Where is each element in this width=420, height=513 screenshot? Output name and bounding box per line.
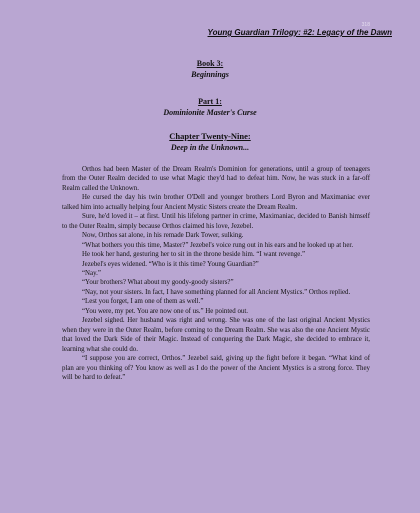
paragraph: Jezebel's eyes widened. “Who is it this time? Young Guardian?” xyxy=(82,260,259,268)
paragraph: Sure, he'd loved it – at first. Until his lifelong partner in crime, Maximaniac, decided to Banish himself to the Outer Realm, simply because Orthos claimed his love, Jezebel. xyxy=(62,213,370,230)
book-heading xyxy=(0,58,420,80)
book-label: Book 3: xyxy=(196,59,224,68)
paragraph: “I suppose you are correct, Orthos.” Jezebel said, giving up the fight before it began. “What kind of plan are you thinking of? You know as well as I do the power of the Ancient Mystics is a strong force. They will be hard to defeat.” xyxy=(62,355,370,381)
paragraph: Orthos had been Master of the Dream Realm's Dominion for generations, until a group of teenagers from the Outer Realm decided to use what Magic they'd had to defeat him. Now, he was stuck in a far-off Realm called the Unknown. xyxy=(62,166,370,192)
paragraph: “Nay, not your sisters. In fact, I have something planned for all Ancient Mystics.” Orthos replied. xyxy=(82,288,351,296)
book-subtitle: Beginnings xyxy=(191,70,229,79)
part-heading xyxy=(0,96,420,118)
paragraph: Jezebel sighed. Her husband was right and wrong. She was one of the last original Ancient Mystics when they were in the Outer Realm, before coming to the Dream Realm. She was also the one Ancient Mystic that loved the Dark Side of their Magic. Instead of conquering the Dark Magic, she decided to embrace it, learning what she could do. xyxy=(62,317,370,353)
part-label: Part 1: xyxy=(198,97,222,106)
paragraph: He cursed the day his twin brother O'Dell and younger brothers Lord Byron and Maximaniac ever talked him into actually helping four Ancient Mystic Sisters create the Dream Realm. xyxy=(62,194,370,211)
running-header: Young Guardian Trilogy: #2: Legacy of the Dawn xyxy=(207,28,392,37)
chapter-label: Chapter Twenty-Nine: xyxy=(169,131,251,141)
paragraph: “Nay.” xyxy=(82,269,101,277)
page-number: 318 xyxy=(361,22,370,28)
paragraph: “What bothers you this time, Master?” Jezebel's voice rung out in his ears and he looked up at her. xyxy=(82,241,354,249)
paragraph: “Your brothers? What about my goody-goody sisters?” xyxy=(82,279,234,287)
chapter-body xyxy=(62,165,370,382)
chapter-subtitle: Deep in the Unknown... xyxy=(170,143,250,152)
chapter-heading xyxy=(0,131,420,153)
paragraph: “You were, my pet. You are now one of us.” He pointed out. xyxy=(82,307,248,315)
paragraph: He took her hand, gesturing her to sit in the throne beside him. “I want revenge.” xyxy=(82,251,306,259)
part-subtitle: Dominionite Master's Curse xyxy=(163,108,257,117)
paragraph: “Lest you forget, I am one of them as well.” xyxy=(82,298,204,306)
paragraph: Now, Orthos sat alone, in his remade Dark Tower, sulking. xyxy=(82,232,244,240)
